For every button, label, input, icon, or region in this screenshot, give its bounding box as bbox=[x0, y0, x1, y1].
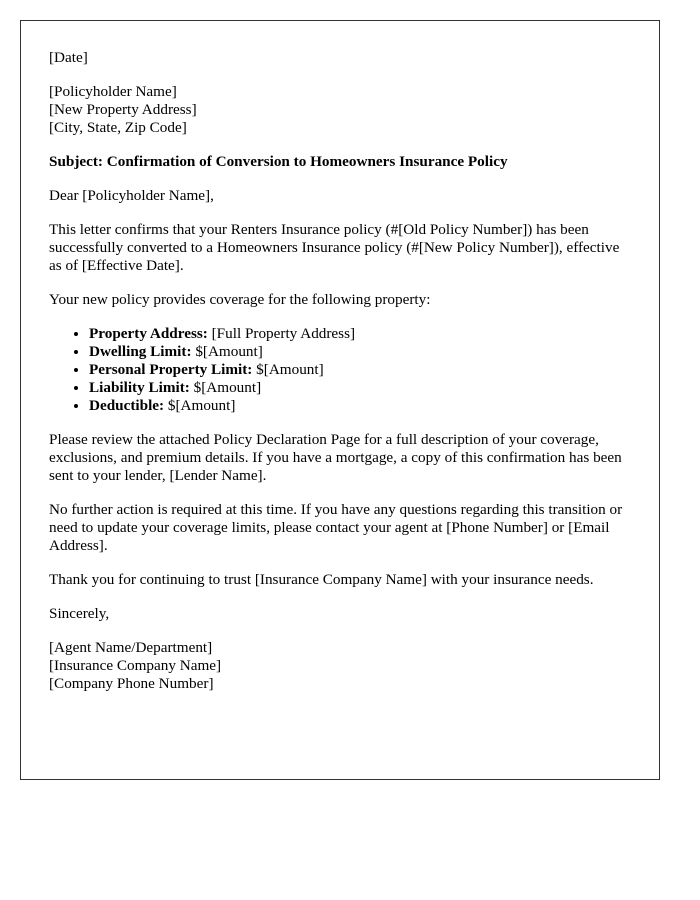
recipient-name: [Policyholder Name] bbox=[49, 83, 177, 100]
detail-label: Deductible: bbox=[89, 397, 165, 414]
list-item bbox=[89, 361, 631, 379]
list-item bbox=[89, 379, 631, 397]
letter-date: [Date] bbox=[49, 49, 88, 66]
thanks-paragraph: Thank you for continuing to trust [Insurance Company Name] with your insurance needs. bbox=[49, 571, 594, 588]
subject-line: Subject: Confirmation of Conversion to Homeowners Insurance Policy bbox=[49, 153, 508, 170]
detail-value: $[Amount] bbox=[191, 343, 263, 360]
recipient-address: [New Property Address] bbox=[49, 101, 197, 118]
salutation: Dear [Policyholder Name], bbox=[49, 187, 214, 204]
signature-agent: [Agent Name/Department] bbox=[49, 639, 213, 656]
recipient-block bbox=[49, 83, 631, 137]
list-item bbox=[89, 343, 631, 361]
list-item bbox=[89, 397, 631, 415]
signature-company: [Insurance Company Name] bbox=[49, 657, 222, 674]
detail-value: $[Amount] bbox=[252, 361, 324, 378]
detail-value: [Full Property Address] bbox=[207, 325, 356, 342]
date-block bbox=[49, 49, 631, 67]
closing: Sincerely, bbox=[49, 605, 110, 622]
signature-block bbox=[49, 639, 631, 693]
intro-paragraph: This letter confirms that your Renters Insurance policy (#[Old Policy Number]) has been successfully converted to a Homeowners Insurance policy (#[New Policy Number]), effective as of [Effective Date]. bbox=[49, 221, 620, 274]
list-item bbox=[89, 325, 631, 343]
signature-phone: [Company Phone Number] bbox=[49, 675, 214, 692]
detail-label: Property Address: bbox=[89, 325, 208, 342]
recipient-city-state-zip: [City, State, Zip Code] bbox=[49, 119, 187, 136]
detail-label: Dwelling Limit: bbox=[89, 343, 192, 360]
coverage-intro-paragraph: Your new policy provides coverage for the following property: bbox=[49, 291, 431, 308]
action-paragraph: No further action is required at this time. If you have any questions regarding this transition or need to update your coverage limits, please contact your agent at [Phone Number] or [Email Address]. bbox=[49, 501, 623, 554]
detail-value: $[Amount] bbox=[164, 397, 236, 414]
detail-label: Liability Limit: bbox=[89, 379, 190, 396]
detail-label: Personal Property Limit: bbox=[89, 361, 253, 378]
letter-page bbox=[20, 20, 660, 780]
review-paragraph: Please review the attached Policy Declaration Page for a full description of your coverage, exclusions, and premium details. If you have a mortgage, a copy of this confirmation has been sent to your lender, [Lender Name]. bbox=[49, 431, 622, 484]
detail-value: $[Amount] bbox=[189, 379, 262, 396]
coverage-details-list bbox=[49, 325, 631, 415]
